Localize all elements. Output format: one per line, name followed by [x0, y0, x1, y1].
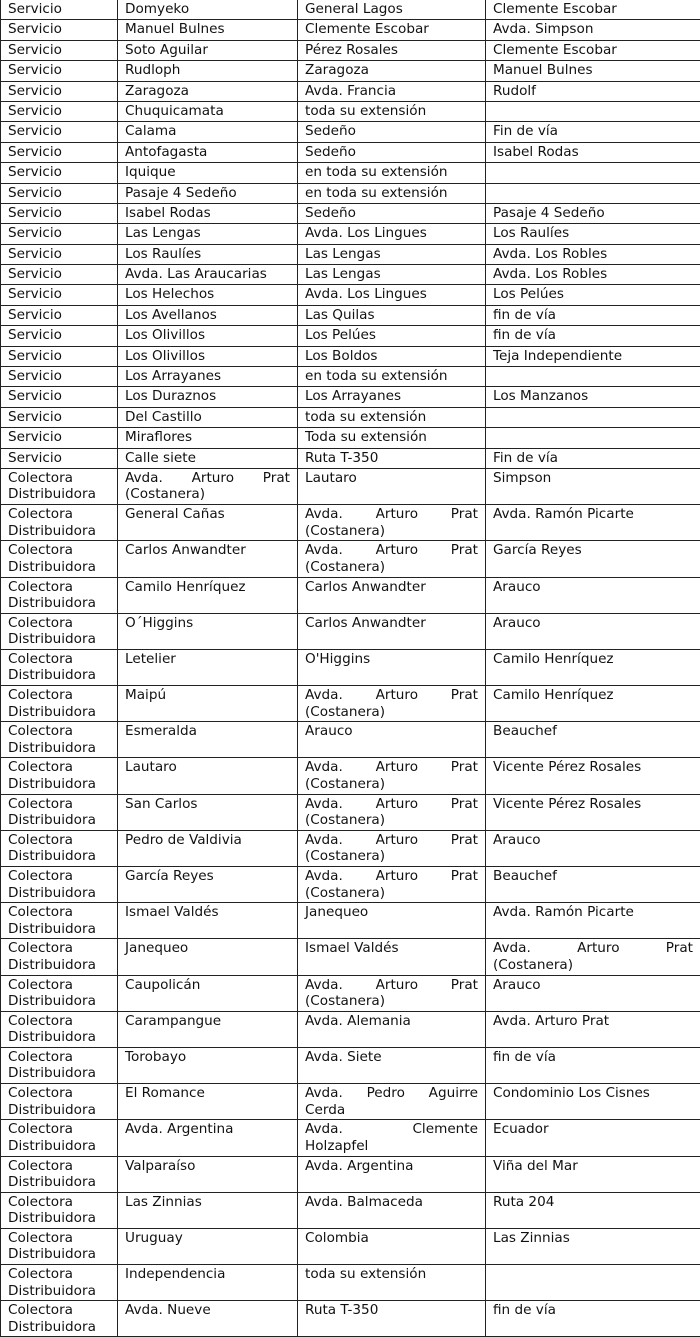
from-cell: Clemente Escobar [298, 20, 486, 40]
from-cell: Sedeño [298, 122, 486, 142]
street-name-cell: Ismael Valdés [118, 903, 298, 939]
street-type-cell: Colectora Distribuidora [1, 975, 118, 1011]
table-row [1, 1265, 700, 1301]
to-cell [486, 407, 700, 427]
from-cell: General Lagos [298, 0, 486, 20]
from-cell: Ruta T-350 [298, 448, 486, 468]
to-cell: Beauchef [486, 867, 700, 903]
street-name-cell: Antofagasta [118, 142, 298, 162]
table-row [1, 867, 700, 903]
street-name-cell: Los Helechos [118, 285, 298, 305]
street-type-cell: Servicio [1, 61, 118, 81]
street-name-cell: Pedro de Valdivia [118, 830, 298, 866]
from-cell: Lautaro [298, 468, 486, 504]
to-cell [486, 367, 700, 387]
table-row [1, 81, 700, 101]
to-cell [486, 101, 700, 121]
street-type-cell: Colectora Distribuidora [1, 722, 118, 758]
street-name-cell: Avda. Arturo Prat (Costanera) [118, 468, 298, 504]
from-cell: Sedeño [298, 203, 486, 223]
to-cell: Avda. Los Robles [486, 244, 700, 264]
table-row [1, 203, 700, 223]
street-type-cell: Colectora Distribuidora [1, 686, 118, 722]
street-name-cell: Torobayo [118, 1047, 298, 1083]
street-type-cell: Servicio [1, 142, 118, 162]
from-cell: Avda. Arturo Prat (Costanera) [298, 758, 486, 794]
from-cell: en toda su extensión [298, 163, 486, 183]
to-cell: Los Pelúes [486, 285, 700, 305]
street-type-cell: Servicio [1, 224, 118, 244]
street-type-cell: Colectora Distribuidora [1, 830, 118, 866]
table-row [1, 1047, 700, 1083]
from-cell: Avda. Arturo Prat (Costanera) [298, 541, 486, 577]
street-name-cell: Los Olivillos [118, 326, 298, 346]
table-row [1, 613, 700, 649]
street-type-cell: Servicio [1, 305, 118, 325]
street-name-cell: Los Olivillos [118, 346, 298, 366]
to-cell: fin de vía [486, 1301, 700, 1337]
from-cell: Janequeo [298, 903, 486, 939]
from-cell: Avda. Arturo Prat (Costanera) [298, 794, 486, 830]
street-type-cell: Servicio [1, 122, 118, 142]
street-type-cell: Colectora Distribuidora [1, 758, 118, 794]
table-row [1, 244, 700, 264]
street-type-cell: Colectora Distribuidora [1, 649, 118, 685]
street-name-cell: Avda. Nueve [118, 1301, 298, 1337]
street-type-cell: Colectora Distribuidora [1, 1265, 118, 1301]
street-type-cell: Servicio [1, 81, 118, 101]
street-type-cell: Colectora Distribuidora [1, 903, 118, 939]
to-cell: Avda. Ramón Picarte [486, 903, 700, 939]
street-name-cell: García Reyes [118, 867, 298, 903]
street-name-cell: Valparaíso [118, 1156, 298, 1192]
street-type-cell: Servicio [1, 244, 118, 264]
street-name-cell: Maipú [118, 686, 298, 722]
street-name-cell: Los Avellanos [118, 305, 298, 325]
street-type-cell: Servicio [1, 346, 118, 366]
table-row [1, 468, 700, 504]
table-row [1, 326, 700, 346]
table-row [1, 903, 700, 939]
to-cell: Avda. Los Robles [486, 265, 700, 285]
to-cell: Arauco [486, 613, 700, 649]
from-cell: Las Lengas [298, 244, 486, 264]
to-cell: Fin de vía [486, 122, 700, 142]
street-type-cell: Servicio [1, 20, 118, 40]
from-cell: Pérez Rosales [298, 40, 486, 60]
street-type-cell: Colectora Distribuidora [1, 1120, 118, 1156]
street-name-cell: Janequeo [118, 939, 298, 975]
table-row [1, 1120, 700, 1156]
street-type-cell: Servicio [1, 285, 118, 305]
street-name-cell: Avda. Las Araucarias [118, 265, 298, 285]
street-name-cell: Carlos Anwandter [118, 541, 298, 577]
from-cell: Toda su extensión [298, 428, 486, 448]
street-name-cell: Camilo Henríquez [118, 577, 298, 613]
table-row [1, 722, 700, 758]
table-row [1, 305, 700, 325]
to-cell: Vicente Pérez Rosales [486, 794, 700, 830]
to-cell: Pasaje 4 Sedeño [486, 203, 700, 223]
to-cell: Simpson [486, 468, 700, 504]
from-cell: Los Boldos [298, 346, 486, 366]
to-cell: Camilo Henríquez [486, 649, 700, 685]
from-cell: en toda su extensión [298, 367, 486, 387]
to-cell: Clemente Escobar [486, 0, 700, 20]
street-type-cell: Colectora Distribuidora [1, 1084, 118, 1120]
street-type-cell: Servicio [1, 203, 118, 223]
to-cell: Vicente Pérez Rosales [486, 758, 700, 794]
from-cell: Avda. Francia [298, 81, 486, 101]
street-name-cell: Carampangue [118, 1011, 298, 1047]
to-cell [486, 1265, 700, 1301]
street-type-cell: Colectora Distribuidora [1, 1228, 118, 1264]
table-row [1, 448, 700, 468]
from-cell: Avda. Los Lingues [298, 285, 486, 305]
from-cell: Zaragoza [298, 61, 486, 81]
to-cell: Avda. Arturo Prat (Costanera) [486, 939, 700, 975]
from-cell: Ismael Valdés [298, 939, 486, 975]
from-cell: Los Pelúes [298, 326, 486, 346]
street-name-cell: Iquique [118, 163, 298, 183]
street-name-cell: Los Duraznos [118, 387, 298, 407]
table-row [1, 265, 700, 285]
table-row [1, 830, 700, 866]
from-cell: Ruta T-350 [298, 1301, 486, 1337]
table-row [1, 346, 700, 366]
from-cell: Avda. Arturo Prat (Costanera) [298, 505, 486, 541]
street-type-cell: Servicio [1, 0, 118, 20]
street-name-cell: Las Lengas [118, 224, 298, 244]
to-cell: Beauchef [486, 722, 700, 758]
to-cell: Avda. Arturo Prat [486, 1011, 700, 1047]
street-name-cell: Letelier [118, 649, 298, 685]
street-type-cell: Colectora Distribuidora [1, 577, 118, 613]
street-type-cell: Servicio [1, 101, 118, 121]
to-cell: Las Zinnias [486, 1228, 700, 1264]
from-cell: Avda. Arturo Prat (Costanera) [298, 686, 486, 722]
from-cell: O'Higgins [298, 649, 486, 685]
street-type-cell: Servicio [1, 367, 118, 387]
from-cell: Avda. Arturo Prat (Costanera) [298, 830, 486, 866]
street-type-cell: Colectora Distribuidora [1, 939, 118, 975]
street-name-cell: Avda. Argentina [118, 1120, 298, 1156]
table-row [1, 758, 700, 794]
street-type-cell: Servicio [1, 326, 118, 346]
from-cell: toda su extensión [298, 101, 486, 121]
street-type-cell: Colectora Distribuidora [1, 1192, 118, 1228]
to-cell: Isabel Rodas [486, 142, 700, 162]
table-row [1, 142, 700, 162]
street-name-cell: Miraflores [118, 428, 298, 448]
table-row [1, 505, 700, 541]
to-cell: Fin de vía [486, 448, 700, 468]
from-cell: toda su extensión [298, 1265, 486, 1301]
table-row [1, 1011, 700, 1047]
street-type-cell: Servicio [1, 387, 118, 407]
to-cell: Los Manzanos [486, 387, 700, 407]
from-cell: Avda. Balmaceda [298, 1192, 486, 1228]
from-cell: Los Arrayanes [298, 387, 486, 407]
street-name-cell: Rudloph [118, 61, 298, 81]
table-row [1, 541, 700, 577]
to-cell: fin de vía [486, 1047, 700, 1083]
street-type-cell: Colectora Distribuidora [1, 1011, 118, 1047]
street-name-cell: San Carlos [118, 794, 298, 830]
to-cell: Los Raulíes [486, 224, 700, 244]
to-cell [486, 163, 700, 183]
to-cell: Teja Independiente [486, 346, 700, 366]
street-type-cell: Colectora Distribuidora [1, 505, 118, 541]
table-row [1, 939, 700, 975]
street-name-cell: Uruguay [118, 1228, 298, 1264]
table-row [1, 1084, 700, 1120]
table-row [1, 686, 700, 722]
from-cell: en toda su extensión [298, 183, 486, 203]
table-row [1, 20, 700, 40]
street-name-cell: Domyeko [118, 0, 298, 20]
to-cell: Avda. Simpson [486, 20, 700, 40]
to-cell: Arauco [486, 975, 700, 1011]
table-row [1, 975, 700, 1011]
from-cell: Avda. Clemente Holzapfel [298, 1120, 486, 1156]
street-type-cell: Colectora Distribuidora [1, 468, 118, 504]
street-name-cell: Soto Aguilar [118, 40, 298, 60]
table-row [1, 285, 700, 305]
street-type-cell: Colectora Distribuidora [1, 1047, 118, 1083]
street-name-cell: Manuel Bulnes [118, 20, 298, 40]
from-cell: Avda. Arturo Prat (Costanera) [298, 975, 486, 1011]
to-cell: Arauco [486, 830, 700, 866]
to-cell: fin de vía [486, 326, 700, 346]
street-type-cell: Servicio [1, 407, 118, 427]
table-row [1, 101, 700, 121]
street-name-cell: O´Higgins [118, 613, 298, 649]
from-cell: Carlos Anwandter [298, 577, 486, 613]
from-cell: Avda. Los Lingues [298, 224, 486, 244]
to-cell [486, 183, 700, 203]
table-row [1, 40, 700, 60]
from-cell: Avda. Arturo Prat (Costanera) [298, 867, 486, 903]
from-cell: Colombia [298, 1228, 486, 1264]
street-type-cell: Colectora Distribuidora [1, 867, 118, 903]
from-cell: toda su extensión [298, 407, 486, 427]
from-cell: Sedeño [298, 142, 486, 162]
to-cell: Manuel Bulnes [486, 61, 700, 81]
street-name-cell: Independencia [118, 1265, 298, 1301]
street-name-cell: Zaragoza [118, 81, 298, 101]
to-cell: Ecuador [486, 1120, 700, 1156]
street-name-cell: El Romance [118, 1084, 298, 1120]
street-type-cell: Colectora Distribuidora [1, 794, 118, 830]
street-type-cell: Servicio [1, 183, 118, 203]
from-cell: Carlos Anwandter [298, 613, 486, 649]
table-row [1, 1301, 700, 1337]
to-cell: García Reyes [486, 541, 700, 577]
to-cell: Rudolf [486, 81, 700, 101]
table-row [1, 224, 700, 244]
table-row [1, 387, 700, 407]
street-type-cell: Colectora Distribuidora [1, 1156, 118, 1192]
table-row [1, 367, 700, 387]
street-name-cell: Chuquicamata [118, 101, 298, 121]
to-cell: Avda. Ramón Picarte [486, 505, 700, 541]
street-type-cell: Colectora Distribuidora [1, 1301, 118, 1337]
to-cell: Condominio Los Cisnes [486, 1084, 700, 1120]
table-row [1, 163, 700, 183]
table-row [1, 577, 700, 613]
street-type-cell: Colectora Distribuidora [1, 613, 118, 649]
table-row [1, 122, 700, 142]
street-name-cell: Los Arrayanes [118, 367, 298, 387]
table-body [1, 0, 700, 1337]
to-cell: Clemente Escobar [486, 40, 700, 60]
from-cell: Avda. Siete [298, 1047, 486, 1083]
to-cell: Arauco [486, 577, 700, 613]
from-cell: Avda. Pedro Aguirre Cerda [298, 1084, 486, 1120]
street-type-cell: Servicio [1, 265, 118, 285]
table-row [1, 1228, 700, 1264]
table-row [1, 1156, 700, 1192]
street-name-cell: Isabel Rodas [118, 203, 298, 223]
from-cell: Las Quilas [298, 305, 486, 325]
street-name-cell: Lautaro [118, 758, 298, 794]
to-cell: fin de vía [486, 305, 700, 325]
from-cell: Avda. Argentina [298, 1156, 486, 1192]
table-row [1, 0, 700, 20]
to-cell: Camilo Henríquez [486, 686, 700, 722]
street-name-cell: Caupolicán [118, 975, 298, 1011]
table-row [1, 183, 700, 203]
street-name-cell: General Cañas [118, 505, 298, 541]
street-type-cell: Servicio [1, 448, 118, 468]
street-type-cell: Servicio [1, 163, 118, 183]
to-cell [486, 428, 700, 448]
street-name-cell: Calama [118, 122, 298, 142]
table-row [1, 61, 700, 81]
from-cell: Las Lengas [298, 265, 486, 285]
street-name-cell: Calle siete [118, 448, 298, 468]
to-cell: Viña del Mar [486, 1156, 700, 1192]
street-name-cell: Las Zinnias [118, 1192, 298, 1228]
table-row [1, 1192, 700, 1228]
table-row [1, 794, 700, 830]
table-row [1, 407, 700, 427]
street-name-cell: Pasaje 4 Sedeño [118, 183, 298, 203]
street-type-cell: Colectora Distribuidora [1, 541, 118, 577]
street-name-cell: Esmeralda [118, 722, 298, 758]
from-cell: Avda. Alemania [298, 1011, 486, 1047]
street-type-cell: Servicio [1, 40, 118, 60]
table-row [1, 428, 700, 448]
street-type-cell: Servicio [1, 428, 118, 448]
street-name-cell: Del Castillo [118, 407, 298, 427]
from-cell: Arauco [298, 722, 486, 758]
to-cell: Ruta 204 [486, 1192, 700, 1228]
table-row [1, 649, 700, 685]
street-name-cell: Los Raulíes [118, 244, 298, 264]
